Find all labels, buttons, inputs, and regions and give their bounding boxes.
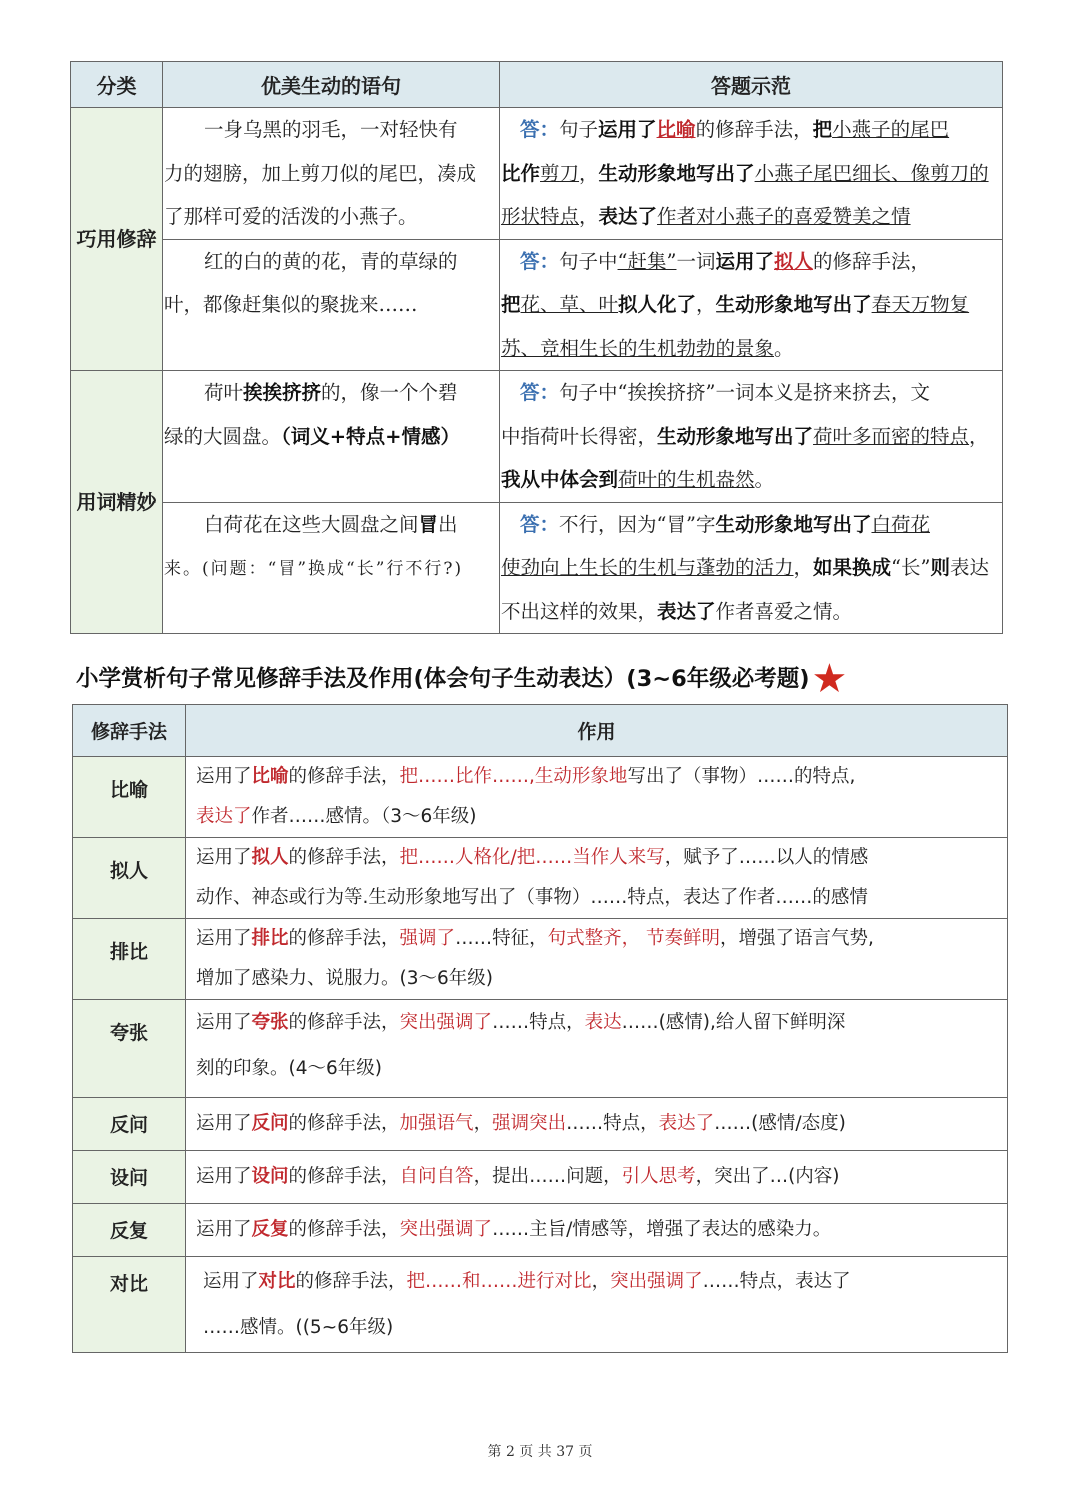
rhetoric-table-header	[73, 705, 1008, 757]
rhetoric-effect: 运用了排比的修辞手法，强调了……特征，句式整齐， 节奏鲜明，增强了语言气势, 增加了感染力、说服力。(3～6年级)	[186, 919, 1008, 1000]
table-row	[73, 1000, 1008, 1098]
table-row	[73, 1098, 1008, 1151]
star-icon: ★	[811, 656, 848, 702]
header-sentence: 优美生动的语句	[163, 62, 500, 108]
header-category: 分类	[71, 62, 163, 108]
sentence-3: 荷叶挨挨挤挤的，像一个个碧 绿的大圆盘。（词义+特点+情感）	[163, 371, 500, 503]
section-title: 小学赏析句子常见修辞手法及作用(体会句子生动表达）(3~6年级必考题)★	[76, 656, 848, 702]
rhetoric-name: 排比	[73, 919, 186, 1000]
rhetoric-effect: 运用了设问的修辞手法，自问自答，提出……问题，引人思考，突出了…(内容)	[186, 1151, 1008, 1204]
rhetoric-name: 设问	[73, 1151, 186, 1204]
rhetoric-effect: 运用了比喻的修辞手法，把……比作……,生动形象地写出了（事物）……的特点, 表达了作者……感情。（3～6年级)	[186, 757, 1008, 838]
table-row	[71, 502, 1003, 634]
rhetoric-effect: 运用了夸张的修辞手法，突出强调了……特点，表达……(感情),给人留下鲜明深 刻的印象。(4～6年级)	[186, 1000, 1008, 1098]
answer-4: 答：不行，因为“冒”字生动形象地写出了白荷花 使劲向上生长的生机与蓬勃的活力，如果换成“长”则表达不出这样的效果，表达了作者喜爱之情。	[500, 502, 1003, 634]
table-row	[73, 1204, 1008, 1257]
sentence-1: 一身乌黑的羽毛，一对轻快有 力的翅膀，加上剪刀似的尾巴，凑成了那样可爱的活泼的小燕子。	[163, 108, 500, 240]
rhetoric-effect: 运用了反复的修辞手法，突出强调了……主旨/情感等，增强了表达的感染力。	[186, 1204, 1008, 1257]
table-row	[73, 1151, 1008, 1204]
table-row	[73, 838, 1008, 919]
header-rhetoric: 修辞手法	[73, 705, 186, 757]
header-effect: 作用	[186, 705, 1008, 757]
rhetoric-name: 对比	[73, 1257, 186, 1353]
answer-1: 答：句子运用了比喻的修辞手法，把小燕子的尾巴 比作剪刀，生动形象地写出了小燕子尾巴细长、像剪刀的形状特点，表达了作者对小燕子的喜爱赞美之情	[500, 108, 1003, 240]
page-footer: 第 2 页 共 37 页	[487, 1444, 593, 1460]
answer-2: 答：句子中“赶集”一词运用了拟人的修辞手法， 把花、草、叶拟人化了，生动形象地写出了春天万物复苏、竞相生长的生机勃勃的景象。	[500, 239, 1003, 371]
rhetoric-name: 拟人	[73, 838, 186, 919]
rhetoric-name: 比喻	[73, 757, 186, 838]
rhetoric-name: 反复	[73, 1204, 186, 1257]
rhetoric-name: 夸张	[73, 1000, 186, 1098]
example-table-header	[71, 62, 1003, 108]
rhetoric-effect: 运用了拟人的修辞手法，把……人格化/把……当作人来写，赋予了……以人的情感 动作、神态或行为等.生动形象地写出了（事物）……特点，表达了作者……的感情	[186, 838, 1008, 919]
table-row	[71, 239, 1003, 371]
table-row	[73, 757, 1008, 838]
category-rhetoric: 巧用修辞	[71, 108, 163, 371]
rhetoric-effect: 运用了对比的修辞手法，把……和……进行对比，突出强调了……特点，表达了 ……感情。((5~6年级)	[186, 1257, 1008, 1353]
rhetoric-table	[72, 704, 1008, 1353]
sentence-2: 红的白的黄的花，青的草绿的 叶，都像赶集似的聚拢来……	[163, 239, 500, 371]
answer-3: 答：句子中“挨挨挤挤”一词本义是挤来挤去，文 中指荷叶长得密，生动形象地写出了荷叶多而密的特点，我从中体会到荷叶的生机盎然。	[500, 371, 1003, 503]
table-row	[73, 1257, 1008, 1353]
example-table	[70, 61, 1003, 634]
category-words: 用词精妙	[71, 371, 163, 634]
table-row	[71, 371, 1003, 503]
sentence-4: 白荷花在这些大圆盘之间冒出 来。(问题：“冒”换成“长”行不行?)	[163, 502, 500, 634]
rhetoric-effect: 运用了反问的修辞手法，加强语气，强调突出……特点，表达了……(感情/态度)	[186, 1098, 1008, 1151]
rhetoric-name: 反问	[73, 1098, 186, 1151]
table-row	[71, 108, 1003, 240]
header-answer: 答题示范	[500, 62, 1003, 108]
table-row	[73, 919, 1008, 1000]
